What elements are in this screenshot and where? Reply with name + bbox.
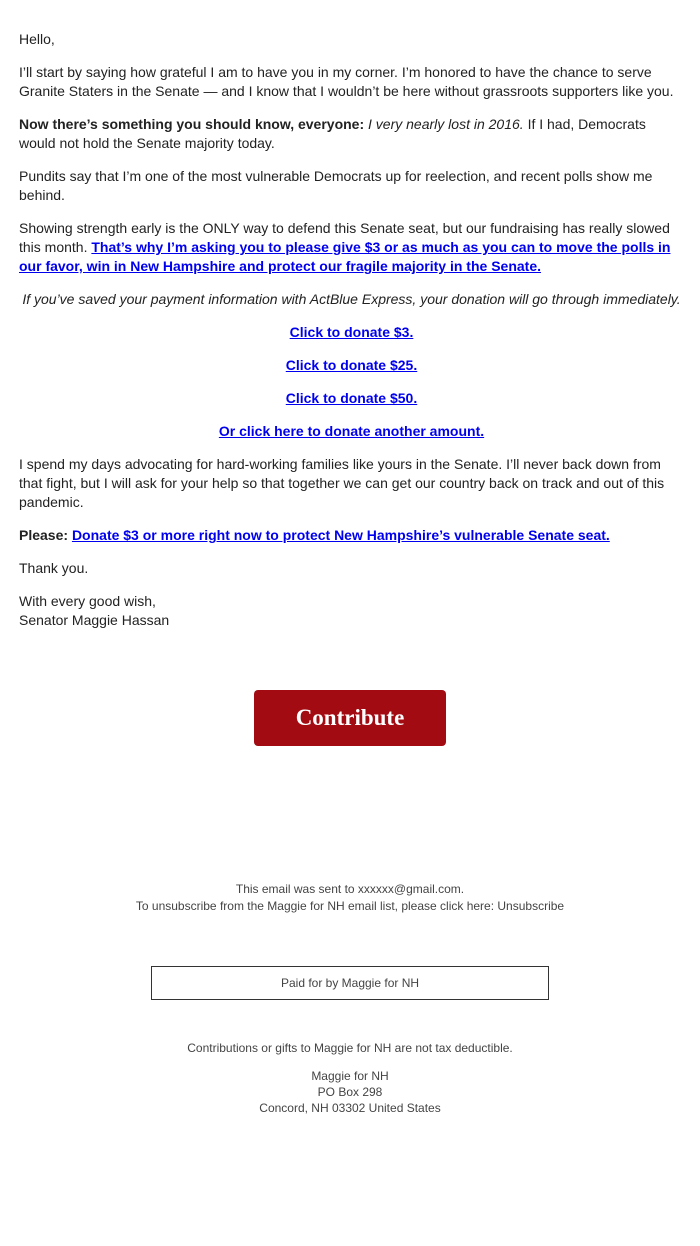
paragraph-strength	[19, 219, 684, 276]
email-content	[19, 30, 684, 644]
donate-line-3	[19, 323, 684, 342]
paid-for-box: Paid for by Maggie for NH	[151, 966, 549, 1000]
actblue-note-text: If you’ve saved your payment information with ActBlue Express, your donation will go through immediately.	[22, 291, 681, 307]
unsubscribe-text: To unsubscribe from the Maggie for NH email list, please click here:	[135, 899, 495, 913]
po-box: PO Box 298	[317, 1085, 383, 1099]
donate-other-link[interactable]: Or click here to donate another amount.	[218, 423, 485, 439]
bold-intro: Now there’s something you should know, everyone:	[19, 116, 365, 132]
donate-25-link[interactable]: Click to donate $25.	[285, 357, 418, 373]
paragraph-strength-text: Showing strength early is the ONLY way to defend this Senate seat, but our fundraising has really slowed this month.	[19, 220, 670, 255]
paragraph-please	[19, 526, 684, 545]
org-name: Maggie for NH	[311, 1069, 389, 1083]
paragraph-advocating: I spend my days advocating for hard-working families like yours in the Senate. I’ll never back down from that fight, but I will ask for your help so that together we can get our country back on track and out of this pandemic.	[19, 456, 665, 510]
unsubscribe-line	[0, 898, 700, 915]
actblue-note	[19, 290, 684, 309]
donate-3-link[interactable]: Click to donate $3.	[289, 324, 414, 340]
donate-line-50	[19, 389, 684, 408]
signature: Senator Maggie Hassan	[19, 612, 170, 628]
greeting: Hello,	[19, 31, 55, 47]
please-label: Please:	[19, 527, 69, 543]
thank-you: Thank you.	[19, 560, 89, 576]
contribute-button[interactable]: Contribute	[254, 690, 446, 746]
italic-note: I very nearly lost in 2016.	[368, 116, 524, 132]
city-line: Concord, NH 03302 United States	[259, 1101, 441, 1115]
donate-50-link[interactable]: Click to donate $50.	[285, 390, 418, 406]
signoff: With every good wish,	[19, 593, 156, 609]
paragraph-2016-rest: If I had, Democrats would not hold the Senate majority today.	[19, 116, 646, 151]
tax-note: Contributions or gifts to Maggie for NH are not tax deductible.	[187, 1041, 513, 1055]
paragraph-2016	[19, 115, 684, 153]
give-link[interactable]: That’s why I’m asking you to please give $3 or as much as you can to move the polls in our favor, win in New Hampshire and protect our fragile majority in the Senate.	[19, 239, 671, 274]
sent-to-prefix: This email was sent to	[235, 882, 355, 896]
donate-line-other	[19, 422, 684, 441]
unsubscribe-link[interactable]: Unsubscribe	[497, 899, 565, 913]
contribute-wrap	[0, 690, 700, 746]
paragraph-pundits: Pundits say that I’m one of the most vulnerable Democrats up for reelection, and recent polls show me behind.	[19, 168, 653, 203]
signature-block	[19, 592, 684, 630]
sent-to-email: xxxxxx@gmail.com.	[357, 882, 465, 896]
donate-3-more-link[interactable]: Donate $3 or more right now to protect New Hampshire’s vulnerable Senate seat.	[71, 527, 610, 543]
sent-to-line	[0, 881, 700, 898]
donate-line-25	[19, 356, 684, 375]
footer-sent-info	[0, 881, 700, 915]
paragraph-gratitude: I’ll start by saying how grateful I am to have you in my corner. I’m honored to have the chance to serve Granite Staters in the Senate — and I know that I wouldn’t be here without grassroots supporters like you.	[19, 64, 674, 99]
mailing-address	[0, 1068, 700, 1116]
